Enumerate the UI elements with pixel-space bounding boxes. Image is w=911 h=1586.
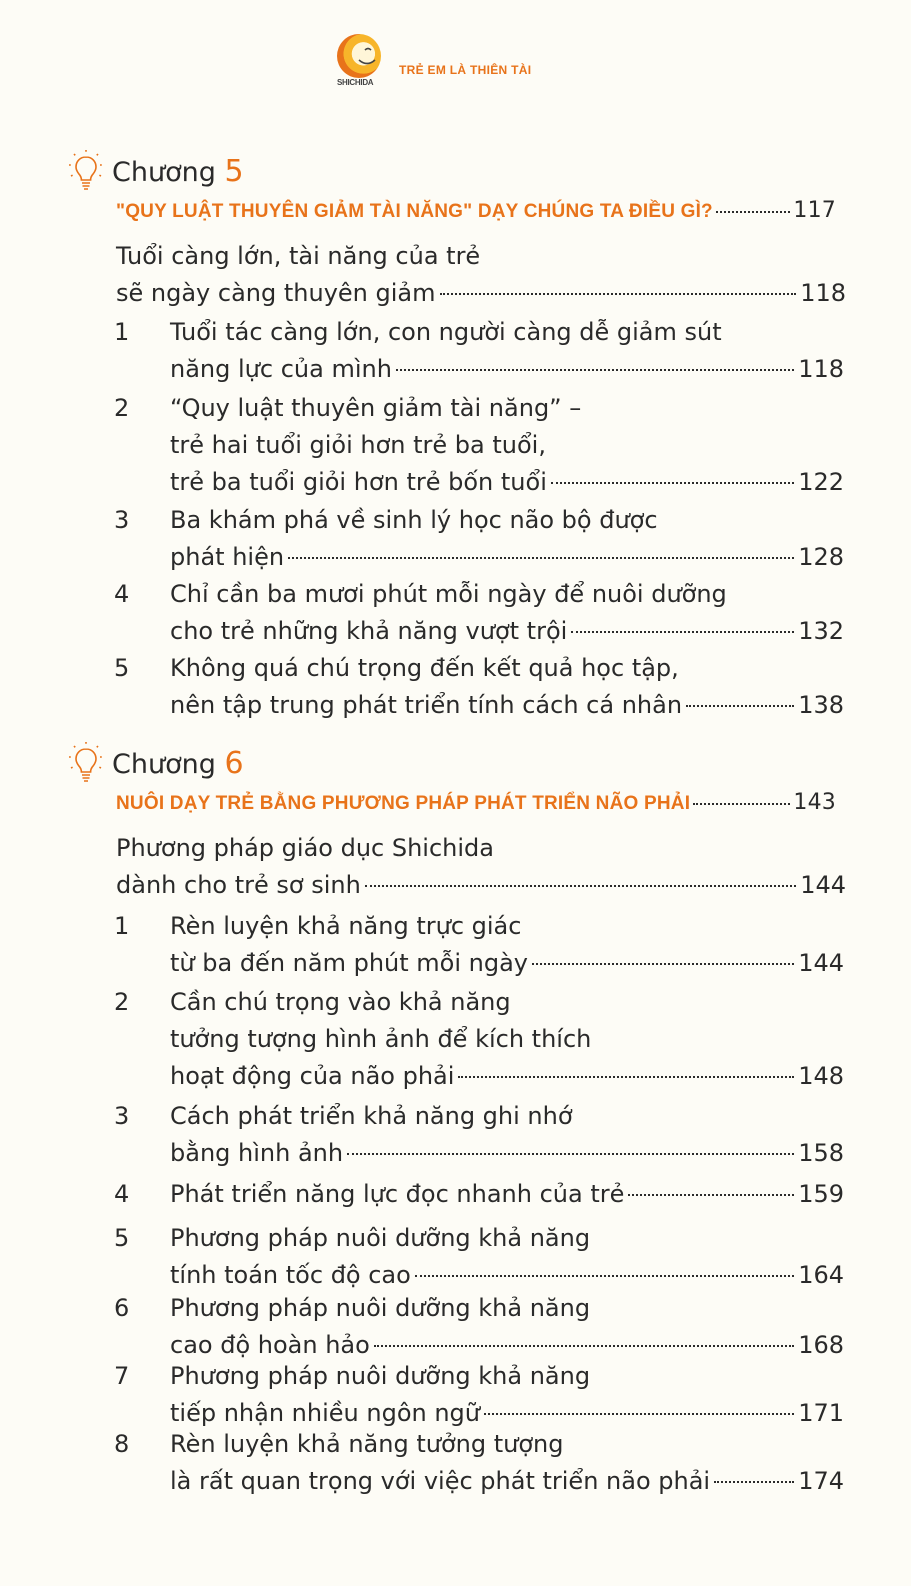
entry-line: dành cho trẻ sơ sinh	[116, 871, 361, 899]
entry-line: cho trẻ những khả năng vượt trội	[170, 617, 568, 645]
leader-dots	[532, 963, 794, 965]
leader-dots	[693, 803, 790, 805]
entry-line: tiếp nhận nhiều ngôn ngữ	[170, 1399, 480, 1427]
entry-line: nên tập trung phát triển tính cách cá nhân	[170, 691, 683, 719]
entry-page: 159	[798, 1180, 844, 1208]
entry-line: Phương pháp nuôi dưỡng khả năng	[170, 1294, 591, 1322]
entry-page: 118	[800, 279, 846, 307]
entry-page: 148	[798, 1062, 844, 1090]
entry-number: 4	[114, 580, 130, 608]
entry-number: 7	[114, 1362, 130, 1390]
leader-dots	[551, 482, 794, 484]
entry-number: 4	[114, 1180, 130, 1208]
entry-line: Rèn luyện khả năng tưởng tượng	[170, 1430, 564, 1458]
entry-page: 138	[798, 691, 844, 719]
entry-page: 144	[800, 871, 846, 899]
entry-number: 8	[114, 1430, 130, 1458]
entry-line: Cách phát triển khả năng ghi nhớ	[170, 1102, 573, 1130]
entry-number: 2	[114, 988, 130, 1016]
entry-page: 128	[798, 543, 844, 571]
entry-line: Cần chú trọng vào khả năng	[170, 988, 511, 1016]
lightbulb-icon	[66, 148, 106, 192]
leader-dots	[365, 885, 796, 887]
leader-dots	[686, 705, 794, 707]
entry-line: Chỉ cần ba mươi phút mỗi ngày để nuôi dưỡng	[170, 580, 727, 608]
leader-dots	[347, 1153, 794, 1155]
entry-line: Phát triển năng lực đọc nhanh của trẻ	[170, 1180, 625, 1208]
entry-line: từ ba đến năm phút mỗi ngày	[170, 949, 528, 977]
chapter-number: 5	[224, 154, 244, 189]
leader-dots	[458, 1076, 794, 1078]
chapter-page: 143	[793, 790, 836, 815]
chapter-page: 117	[793, 198, 836, 223]
leader-dots	[714, 1481, 794, 1483]
entry-line: là rất quan trọng với việc phát triển não phải	[170, 1467, 711, 1495]
entry-line: hoạt động của não phải	[170, 1062, 455, 1090]
entry-line: Phương pháp giáo dục Shichida	[116, 834, 494, 862]
chapter-title-text: "QUY LUẬT THUYÊN GIẢM TÀI NĂNG" DẠY CHÚNG TA ĐIỀU GÌ?	[116, 201, 713, 222]
leader-dots	[288, 557, 794, 559]
entry-line: “Quy luật thuyên giảm tài năng” –	[170, 394, 582, 422]
entry-line: trẻ ba tuổi giỏi hơn trẻ bốn tuổi	[170, 468, 547, 496]
leader-dots	[571, 631, 794, 633]
entry-line: Phương pháp nuôi dưỡng khả năng	[170, 1224, 591, 1252]
entry-page: 158	[798, 1139, 844, 1167]
entry-number: 3	[114, 506, 130, 534]
entry-line: tưởng tượng hình ảnh để kích thích	[170, 1025, 592, 1053]
entry-page: 132	[798, 617, 844, 645]
entry-line: Tuổi tác càng lớn, con người càng dễ giảm sút	[170, 318, 722, 346]
entry-number: 6	[114, 1294, 130, 1322]
book-title: TRẺ EM LÀ THIÊN TÀI	[399, 63, 532, 77]
entry-line: sẽ ngày càng thuyên giảm	[116, 279, 436, 307]
shichida-sun-logo-icon	[335, 30, 391, 90]
entry-line: Không quá chú trọng đến kết quả học tập,	[170, 654, 679, 682]
leader-dots	[374, 1345, 794, 1347]
leader-dots	[484, 1413, 794, 1415]
entry-page: 118	[798, 355, 844, 383]
entry-page: 168	[798, 1331, 844, 1359]
chapter-label: Chương 5	[112, 154, 244, 189]
entry-line: năng lực của mình	[170, 355, 392, 383]
chapter-title	[116, 198, 836, 223]
entry-page: 174	[798, 1467, 844, 1495]
chapter-label: Chương 6	[112, 746, 244, 781]
entry-page: 122	[798, 468, 844, 496]
entry-line: Rèn luyện khả năng trực giác	[170, 912, 522, 940]
entry-number: 3	[114, 1102, 130, 1130]
entry-line: Tuổi càng lớn, tài năng của trẻ	[116, 242, 481, 270]
entry-number: 5	[114, 1224, 130, 1252]
chapter-title-text: NUÔI DẠY TRẺ BẰNG PHƯƠNG PHÁP PHÁT TRIỂN NÃO PHẢI	[116, 793, 691, 814]
leader-dots	[628, 1194, 794, 1196]
chapter-number: 6	[224, 746, 244, 781]
entry-line: phát hiện	[170, 543, 285, 571]
entry-number: 5	[114, 654, 130, 682]
lightbulb-icon	[66, 740, 106, 784]
entry-number: 1	[114, 318, 130, 346]
entry-number: 2	[114, 394, 130, 422]
entry-line: Phương pháp nuôi dưỡng khả năng	[170, 1362, 591, 1390]
entry-page: 144	[798, 949, 844, 977]
entry-page: 171	[798, 1399, 844, 1427]
entry-line: tính toán tốc độ cao	[170, 1261, 411, 1289]
entry-page: 164	[798, 1261, 844, 1289]
entry-line: Ba khám phá về sinh lý học não bộ được	[170, 506, 658, 534]
leader-dots	[440, 293, 797, 295]
logo-text: SHICHIDA	[337, 78, 374, 87]
entry-line: cao độ hoàn hảo	[170, 1331, 370, 1359]
leader-dots	[415, 1275, 794, 1277]
chapter-title	[116, 790, 836, 815]
leader-dots	[396, 369, 794, 371]
leader-dots	[716, 211, 791, 213]
entry-line: trẻ hai tuổi giỏi hơn trẻ ba tuổi,	[170, 431, 546, 459]
entry-line: bằng hình ảnh	[170, 1139, 344, 1167]
entry-number: 1	[114, 912, 130, 940]
